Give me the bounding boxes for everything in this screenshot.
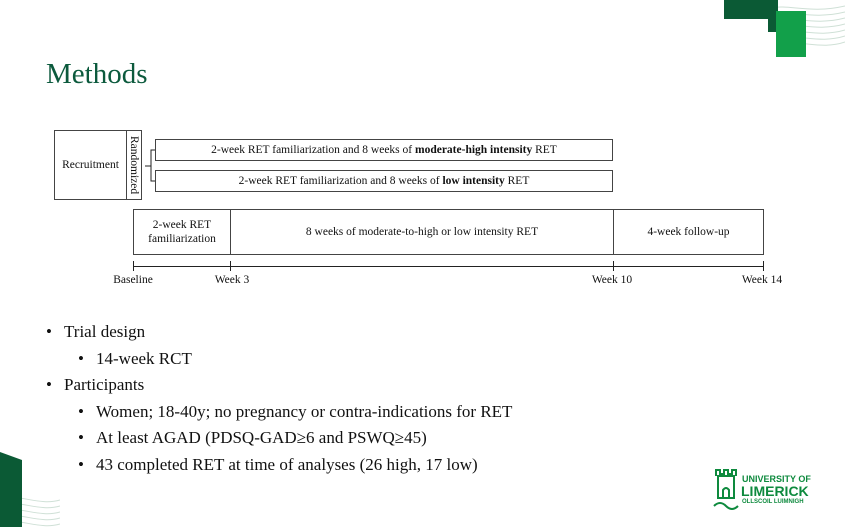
recruitment-box xyxy=(54,130,127,200)
logo-emblem-icon xyxy=(712,466,740,510)
logo-wordmark-line3: OLLSCOIL LUIMNIGH xyxy=(742,499,804,505)
timeline-label-week14: Week 14 xyxy=(741,274,783,286)
university-logo xyxy=(712,466,812,510)
timeline-tick-week3 xyxy=(230,261,231,271)
timeline-label-week3: Week 3 xyxy=(214,274,250,286)
phase-training-label: 8 weeks of moderate-to-high or low intensity RET xyxy=(305,225,539,238)
timeline-tick-baseline xyxy=(133,261,134,271)
timeline-tick-week10 xyxy=(613,261,614,271)
phase-familiarization-box xyxy=(133,209,231,255)
timeline-label-week10: Week 10 xyxy=(591,274,633,286)
bullet-list xyxy=(46,319,512,478)
bullet-participants-sub-3: • 43 completed RET at time of analyses (26 high, 17 low) xyxy=(46,452,512,479)
bullet-participants: • Participants xyxy=(46,372,512,399)
slide-title: Methods xyxy=(46,58,148,90)
timeline-tick-week14 xyxy=(763,261,764,271)
corner-decoration-top-right xyxy=(700,0,845,60)
logo-wordmark-line2: LIMERICK xyxy=(741,483,809,499)
bullet-participants-sub-1: • Women; 18-40y; no pregnancy or contra-indications for RET xyxy=(46,399,512,426)
bullet-participants-sub-2: • At least AGAD (PDSQ-GAD≥6 and PSWQ≥45) xyxy=(46,425,512,452)
arm-high-text: 2-week RET familiarization and 8 weeks of moderate-high intensity RET xyxy=(211,143,557,156)
randomized-label: Randomized xyxy=(128,135,141,195)
phase-familiarization-label: 2-week RET familiarization xyxy=(148,218,216,245)
arm-high-bold: moderate-high intensity xyxy=(415,143,533,156)
randomized-box xyxy=(126,130,142,200)
bullet-trial-design: • Trial design xyxy=(46,319,512,346)
phase-followup-box xyxy=(613,209,764,255)
arm-high-intensity-box xyxy=(155,139,613,161)
phase-training-box xyxy=(230,209,614,255)
timeline-label-baseline: Baseline xyxy=(113,274,153,286)
arm-low-bold: low intensity xyxy=(442,174,505,187)
phase-followup-label: 4-week follow-up xyxy=(647,225,730,238)
logo-wordmark-line1: UNIVERSITY OF xyxy=(742,474,811,484)
arm-low-intensity-box xyxy=(155,170,613,192)
timeline-axis xyxy=(133,266,764,267)
recruitment-label: Recruitment xyxy=(62,158,119,171)
bullet-trial-design-sub: • 14-week RCT xyxy=(46,346,512,373)
arm-low-text: 2-week RET familiarization and 8 weeks of low intensity RET xyxy=(238,174,530,187)
